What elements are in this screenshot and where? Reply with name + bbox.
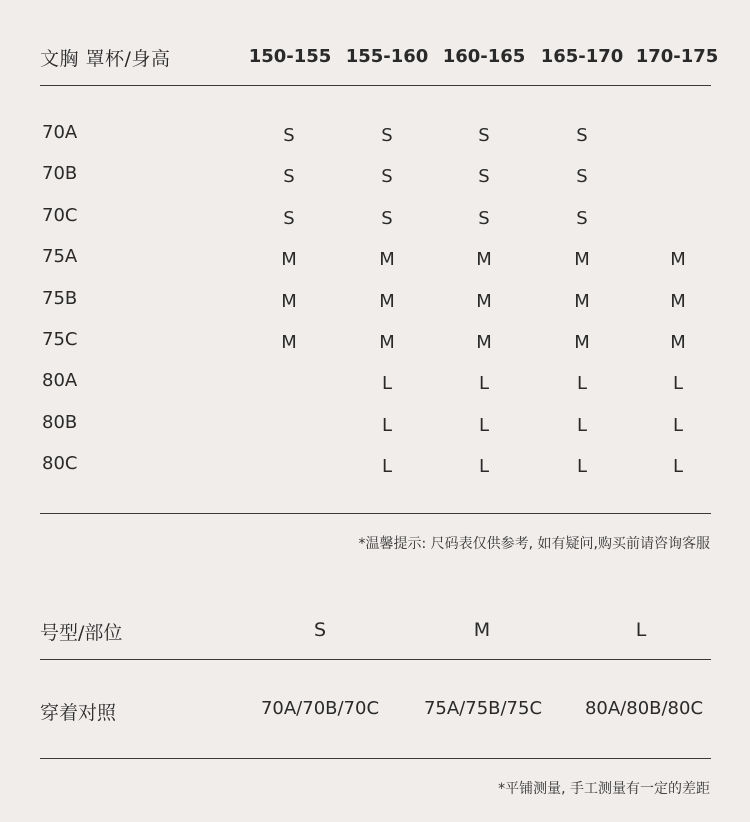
size-cell: M	[574, 291, 590, 312]
size-row-label: 80A	[42, 370, 78, 391]
column-header-height-3: 160-165	[442, 46, 526, 67]
size-cell: M	[574, 332, 590, 353]
size-cell: M	[379, 249, 395, 270]
column-header-height-2: 155-160	[345, 46, 429, 67]
wear-size-l: L	[635, 619, 647, 641]
size-cell: L	[478, 415, 490, 436]
size-cell: M	[379, 332, 395, 353]
size-cell: M	[281, 291, 297, 312]
wear-table-header-label: 号型/部位	[40, 622, 123, 644]
size-cell: L	[672, 373, 684, 394]
column-header-height-5: 170-175	[635, 46, 719, 67]
size-cell: S	[283, 125, 295, 146]
table-divider	[40, 85, 711, 86]
size-cell: M	[670, 249, 686, 270]
wear-range-s: 70A/70B/70C	[260, 698, 380, 719]
size-cell: L	[576, 373, 588, 394]
size-row-label: 80C	[42, 453, 78, 474]
size-cell: L	[381, 373, 393, 394]
size-cell: S	[283, 208, 295, 229]
wear-table-note: *平铺测量, 手工测量有一定的差距	[498, 781, 710, 797]
column-header-height-1: 150-155	[248, 46, 332, 67]
size-cell: S	[478, 208, 490, 229]
size-cell: S	[478, 166, 490, 187]
size-cell: S	[381, 166, 393, 187]
size-cell: S	[478, 125, 490, 146]
size-cell: M	[281, 249, 297, 270]
size-cell: L	[672, 456, 684, 477]
size-cell: M	[574, 249, 590, 270]
size-row-label: 75B	[42, 288, 78, 309]
size-cell: L	[381, 415, 393, 436]
size-cell: S	[283, 166, 295, 187]
size-cell: L	[478, 456, 490, 477]
table-divider	[40, 659, 711, 660]
wear-range-l: 80A/80B/80C	[584, 698, 704, 719]
size-row-label: 70A	[42, 122, 78, 143]
table-divider	[40, 513, 711, 514]
column-header-height-4: 165-170	[540, 46, 624, 67]
size-cell: M	[281, 332, 297, 353]
size-row-label: 70B	[42, 163, 78, 184]
size-cell: S	[381, 125, 393, 146]
size-row-label: 80B	[42, 412, 78, 433]
size-cell: M	[670, 332, 686, 353]
size-cell: L	[381, 456, 393, 477]
size-row-label: 70C	[42, 205, 78, 226]
table-divider	[40, 758, 711, 759]
size-cell: S	[576, 125, 588, 146]
size-table-note: *温馨提示: 尺码表仅供参考, 如有疑问,购买前请咨询客服	[358, 536, 710, 552]
size-cell: L	[672, 415, 684, 436]
size-cell: M	[476, 332, 492, 353]
size-cell: M	[476, 249, 492, 270]
size-cell: M	[670, 291, 686, 312]
size-cell: S	[381, 208, 393, 229]
size-row-label: 75A	[42, 246, 78, 267]
wear-size-m: M	[473, 619, 491, 641]
size-row-label: 75C	[42, 329, 78, 350]
size-cell: M	[379, 291, 395, 312]
size-cell: L	[576, 456, 588, 477]
size-cell: S	[576, 208, 588, 229]
wear-range-m: 75A/75B/75C	[423, 698, 543, 719]
size-table-header-label: 文胸 罩杯/身高	[40, 48, 171, 70]
wear-row-label: 穿着对照	[40, 702, 117, 724]
size-cell: L	[478, 373, 490, 394]
wear-size-s: S	[313, 619, 327, 641]
size-cell: L	[576, 415, 588, 436]
size-cell: M	[476, 291, 492, 312]
size-cell: S	[576, 166, 588, 187]
